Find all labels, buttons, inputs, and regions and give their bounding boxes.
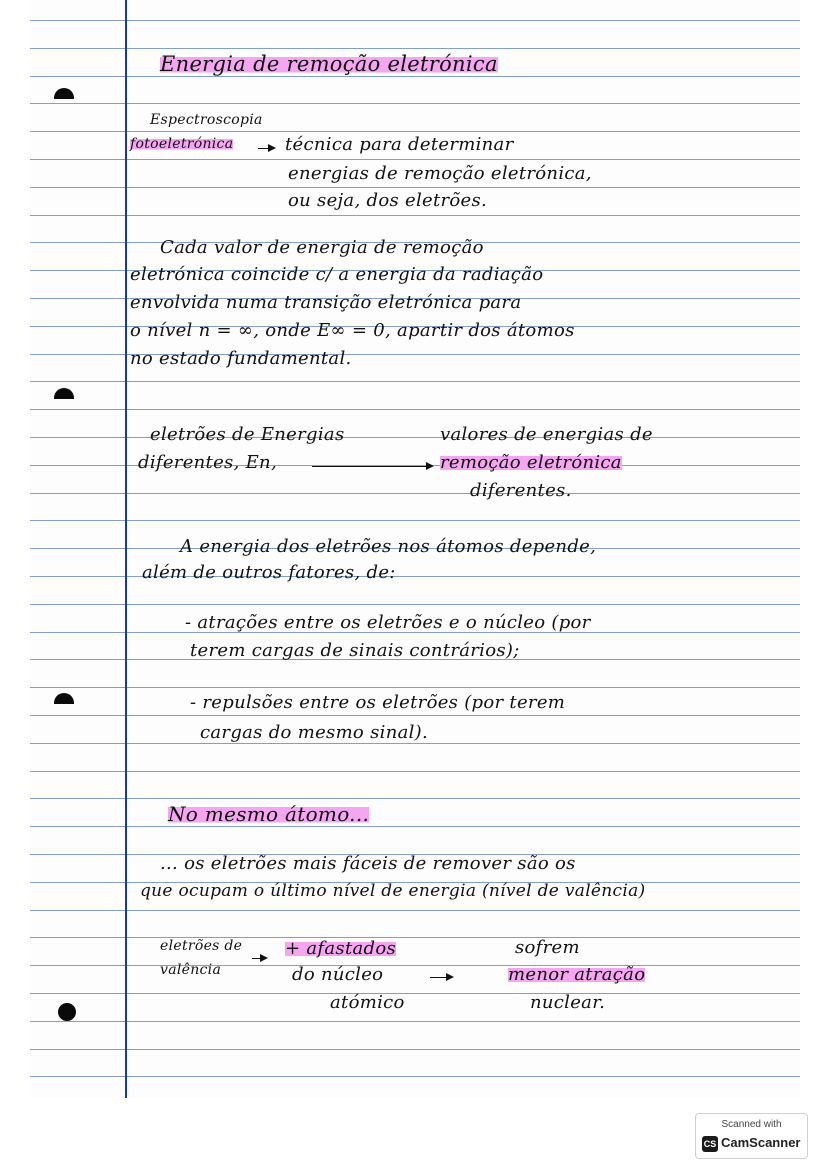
diagram-text: atómico xyxy=(330,992,405,1013)
ruled-line xyxy=(30,743,800,744)
ruled-line xyxy=(30,965,800,966)
diagram-text: eletrões de xyxy=(160,938,243,954)
camscanner-logo-icon: CS xyxy=(702,1136,718,1152)
ruled-line xyxy=(30,48,800,49)
ruled-line xyxy=(30,20,800,21)
bullet-item: terem cargas de sinais contrários); xyxy=(190,640,520,661)
diagram-text: valência xyxy=(160,962,222,978)
watermark-brand: CamScanner xyxy=(721,1135,801,1150)
paragraph-line: eletrónica coincide c/ a energia da radiação xyxy=(130,264,544,285)
diagram-text: nuclear. xyxy=(530,992,606,1013)
punch-hole xyxy=(54,693,74,713)
margin-line xyxy=(125,0,127,1098)
ruled-line xyxy=(30,131,800,132)
paragraph-line: o nível n = ∞, onde E∞ = 0, apartir dos átomos xyxy=(130,320,575,341)
bullet-item: - repulsões entre os eletrões (por terem xyxy=(190,692,566,713)
diagram-text: do núcleo xyxy=(292,964,384,985)
ruled-line xyxy=(30,771,800,772)
arrow-icon xyxy=(312,466,432,467)
paragraph-line: envolvida numa transição eletrónica para xyxy=(130,292,522,313)
watermark-caption: Scanned with xyxy=(721,1119,782,1130)
ruled-line xyxy=(30,381,800,382)
bullet-item: - atrações entre os eletrões e o núcleo (por xyxy=(185,612,591,633)
bullet-item: cargas do mesmo sinal). xyxy=(200,722,429,743)
diagram-text: eletrões de Energias xyxy=(150,424,345,445)
ruled-line xyxy=(30,159,800,160)
arrow-icon xyxy=(430,977,452,978)
diagram-text: diferentes. xyxy=(470,480,572,501)
ruled-line xyxy=(30,409,800,410)
paragraph-line: que ocupam o último nível de energia (nível de valência) xyxy=(140,881,646,901)
espec-label: Espectroscopia xyxy=(150,112,263,128)
paragraph-line: além de outros fatores, de: xyxy=(142,562,396,583)
ruled-line xyxy=(30,437,800,438)
punch-hole xyxy=(54,388,74,408)
ruled-line xyxy=(30,910,800,911)
ruled-line xyxy=(30,215,800,216)
arrow-icon xyxy=(258,148,274,149)
ruled-line xyxy=(30,1076,800,1077)
paragraph-line: A energia dos eletrões nos átomos depende, xyxy=(180,536,597,557)
ruled-line xyxy=(30,604,800,605)
diagram-text: remoção eletrónica xyxy=(440,452,622,473)
ruled-line xyxy=(30,520,800,521)
page-title: Energia de remoção eletrónica xyxy=(160,52,498,76)
espec-label: fotoeletrónica xyxy=(130,136,234,152)
ruled-line xyxy=(30,798,800,799)
ruled-line xyxy=(30,493,800,494)
camscanner-watermark xyxy=(695,1113,808,1159)
ruled-line xyxy=(30,715,800,716)
ruled-line xyxy=(30,687,800,688)
arrow-icon xyxy=(252,958,266,959)
ruled-line xyxy=(30,1021,800,1022)
diagram-text: valores de energias de xyxy=(440,424,653,445)
paragraph-line: no estado fundamental. xyxy=(130,348,352,369)
ruled-line xyxy=(30,103,800,104)
punch-hole xyxy=(58,1003,76,1021)
ruled-line xyxy=(30,937,800,938)
section-heading: No mesmo átomo... xyxy=(168,802,370,826)
paragraph-line: ... os eletrões mais fáceis de remover são os xyxy=(160,853,576,874)
ruled-line xyxy=(30,826,800,827)
espec-definition: energias de remoção eletrónica, xyxy=(288,163,592,184)
ruled-line xyxy=(30,1049,800,1050)
diagram-text: + afastados xyxy=(285,938,397,959)
espec-definition: técnica para determinar xyxy=(285,134,514,155)
punch-hole xyxy=(54,88,74,108)
notebook-page xyxy=(30,0,800,1098)
diagram-text: menor atração xyxy=(508,964,646,985)
ruled-line xyxy=(30,993,800,994)
diagram-text: sofrem xyxy=(515,937,580,958)
ruled-line xyxy=(30,187,800,188)
diagram-text: diferentes, En, xyxy=(138,452,277,473)
ruled-line xyxy=(30,76,800,77)
espec-definition: ou seja, dos eletrões. xyxy=(288,190,488,211)
paragraph-line: Cada valor de energia de remoção xyxy=(160,237,484,258)
